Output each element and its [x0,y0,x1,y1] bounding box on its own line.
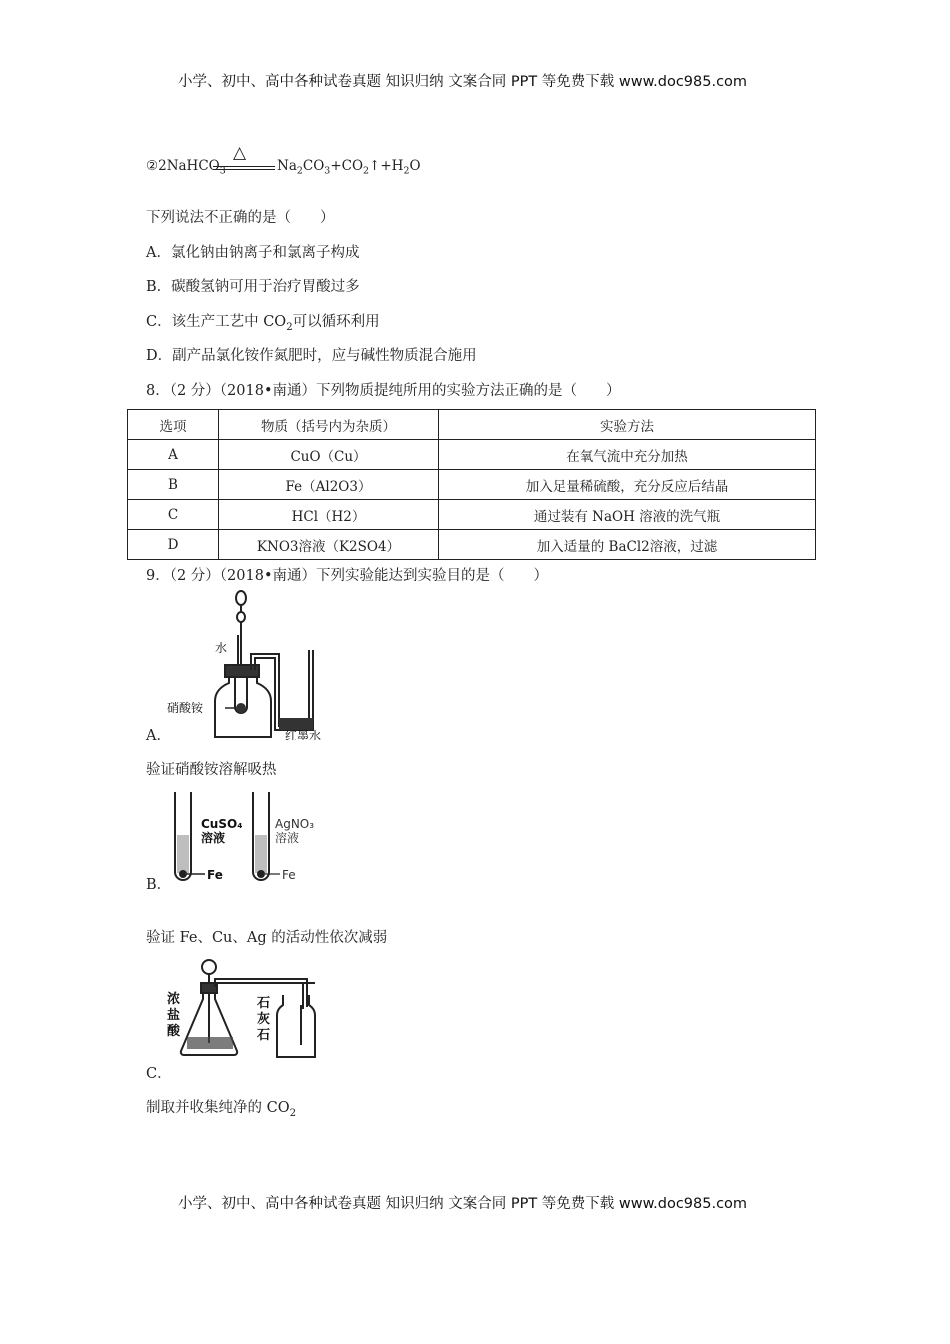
option-label: C． [146,314,172,330]
cell-method: 在氧气流中充分加热 [439,440,816,470]
cell-substance: CuO（Cu） [219,440,439,470]
figure-b-test-tubes [165,790,315,885]
reaction-equation: ②2NaHCO$_3$ [146,158,226,177]
q7-option-c[interactable]: C．该生产工艺中 $CO_2$可以循环利用 [146,314,380,333]
table-row [128,470,816,500]
label-ammonium-nitrate: 硝酸铵 [167,701,204,715]
cell-substance: HCl（H2） [219,500,439,530]
label-conc-acid-1: 浓 [167,992,181,1007]
q9-option-c-desc: 制取并收集纯净的 $CO_2$ [146,1100,297,1119]
header-substance: 物质（括号内为杂质） [219,410,439,440]
equation-reactant: ②2NaHCO [146,158,220,174]
header-method: 实验方法 [439,410,816,440]
option-text: 碳酸氢钠可用于治疗胃酸过多 [171,279,360,295]
option-label: B． [146,279,172,295]
label-conc-acid-2: 盐 [167,1008,181,1023]
option-label: A． [146,245,171,261]
page-footer: 小学、初中、高中各种试卷真题 知识归纳 文案合同 PPT 等免费下载 www.doc985.com [178,1196,748,1212]
cell-substance: Fe（Al2O3） [219,470,439,500]
q7-option-b[interactable] [146,275,360,296]
q7-option-d[interactable] [146,344,477,365]
q8-stem: 8．（2 分）（2018•南通）下列物质提纯所用的实验方法正确的是（ ） [146,383,621,399]
cell-option: A [128,440,219,470]
q9-option-b-desc: 验证 Fe、Cu、Ag 的活动性依次减弱 [146,930,388,946]
cell-option: D [128,530,219,560]
option-text: 氯化钠由钠离子和氯离子构成 [170,245,360,261]
table-row [128,530,816,560]
figure-c-co2-apparatus [165,955,335,1065]
cell-method: 通过装有 NaOH 溶液的洗气瓶 [439,500,816,530]
table-row [128,440,816,470]
cell-substance: KNO3溶液（K2SO4） [219,530,439,560]
label-limestone-3: 石 [257,1028,271,1043]
label-agno3: AgNO₃ [275,817,315,831]
figure-a-apparatus [165,590,365,740]
label-limestone-1: 石 [257,996,271,1011]
heat-symbol: △ [233,143,247,163]
option-text-after: 可以循环利用 [292,314,380,330]
table-row [128,500,816,530]
label-fe-2: Fe [282,868,296,882]
page-header: 小学、初中、高中各种试卷真题 知识归纳 文案合同 PPT 等免费下载 www.doc985.com [178,74,748,90]
option-text-before: 该生产工艺中 CO [171,314,287,330]
label-solution-1: 溶液 [201,831,226,845]
label-limestone-2: 灰 [257,1012,271,1027]
label-fe-1: Fe [207,868,223,882]
q9-option-a-label[interactable]: A． [146,728,171,744]
cell-method: 加入适量的 BaCl2溶液，过滤 [439,530,816,560]
label-cuso4: CuSO₄ [201,817,243,831]
label-red-ink: 红墨水 [285,729,322,740]
label-water: 水 [215,641,228,655]
option-text: 副产品氯化铵作氮肥时，应与碱性物质混合施用 [172,348,477,364]
q9-option-c-label[interactable]: C． [146,1066,172,1082]
desc-text: 制取并收集纯净的 CO [146,1100,290,1116]
q7-stem: 下列说法不正确的是（ ） [146,210,335,226]
q8-table [127,409,816,560]
q7-option-a[interactable] [146,241,359,262]
label-conc-acid-3: 酸 [167,1024,181,1039]
option-label: D． [146,348,173,364]
cell-option: C [128,500,219,530]
cell-method: 加入足量稀硫酸，充分反应后结晶 [439,470,816,500]
label-solution-2: 溶液 [275,831,300,845]
table-header-row [128,410,816,440]
q9-option-a-desc: 验证硝酸铵溶解吸热 [146,762,277,778]
equation-condition-arrow [213,143,275,176]
equation-products: $Na_2CO_3+CO_2↑+H_2O$ [277,158,421,177]
cell-option: B [128,470,219,500]
q9-option-b-label[interactable]: B． [146,877,172,893]
header-option: 选项 [128,410,219,440]
q9-stem: 9．（2 分）（2018•南通）下列实验能达到实验目的是（ ） [146,568,549,584]
